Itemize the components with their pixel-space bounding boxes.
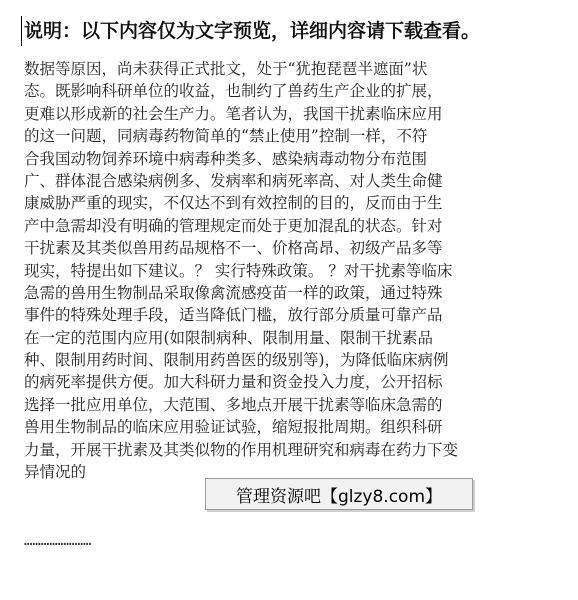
ellipsis-dots: …………………… <box>24 533 92 549</box>
body-line: 合我国动物饲养环境中病毒种类多、感染病毒动物分布范围 <box>24 149 428 168</box>
body-line: 的病死率提供方便。加大科研力量和资金投入力度，公开招标 <box>24 373 443 392</box>
body-line: 种、限制用药时间、限制用药兽医的级别等)，为降低临床病例 <box>24 351 449 370</box>
body-line: 现实，特提出如下建议。？ 实行特殊政策。 ？对干扰素等临床 <box>24 261 453 280</box>
preview-notice: 说明：以下内容仅为文字预览，详细内容请下载查看。 <box>24 20 481 42</box>
document-body <box>24 58 544 483</box>
body-line: 急需的兽用生物制品采取像禽流感疫苗一样的政策，通过特殊 <box>24 283 443 302</box>
body-line: 产中急需却没有明确的管理规定而处于更加混乱的状态。针对 <box>24 216 443 235</box>
body-line: 康威胁严重的现实，不仅达不到有效控制的目的，反而由于生 <box>24 194 443 213</box>
text-cursor <box>21 16 22 46</box>
body-line: 的这一问题，同病毒药物简单的“禁止使用”控制一样，不符 <box>24 127 428 146</box>
body-line: 异情况的 <box>24 463 87 482</box>
body-line: 干扰素及其类似兽用药品规格不一、价格高昂、初级产品多等 <box>24 239 443 258</box>
body-line: 广、群体混合感染病例多、发病率和病死率高、对人类生命健 <box>24 171 443 190</box>
body-line: 选择一批应用单位，大范围、多地点开展干扰素等临床急需的 <box>24 395 443 414</box>
body-line: 更难以形成新的社会生产力。笔者认为，我国干扰素临床应用 <box>24 104 443 123</box>
body-line: 事件的特殊处理手段，适当降低门槛，放行部分质量可靠产品 <box>24 306 443 325</box>
watermark-link[interactable]: 管理资源吧【glzy8.com】 <box>205 478 473 510</box>
body-line: 态。既影响科研单位的收益，也制约了兽药生产企业的扩展， <box>24 82 443 101</box>
body-line: 兽用生物制品的临床应用验证试验，缩短报批周期。组织科研 <box>24 418 443 437</box>
body-line: 数据等原因，尚未获得正式批文，处于“犹抱琵琶半遮面”状 <box>24 60 428 78</box>
body-line: 在一定的范围内应用(如限制病种、限制用量、限制干扰素品 <box>24 328 434 347</box>
body-line: 力量，开展干扰素及其类似物的作用机理研究和病毒在药力下变 <box>24 440 459 459</box>
